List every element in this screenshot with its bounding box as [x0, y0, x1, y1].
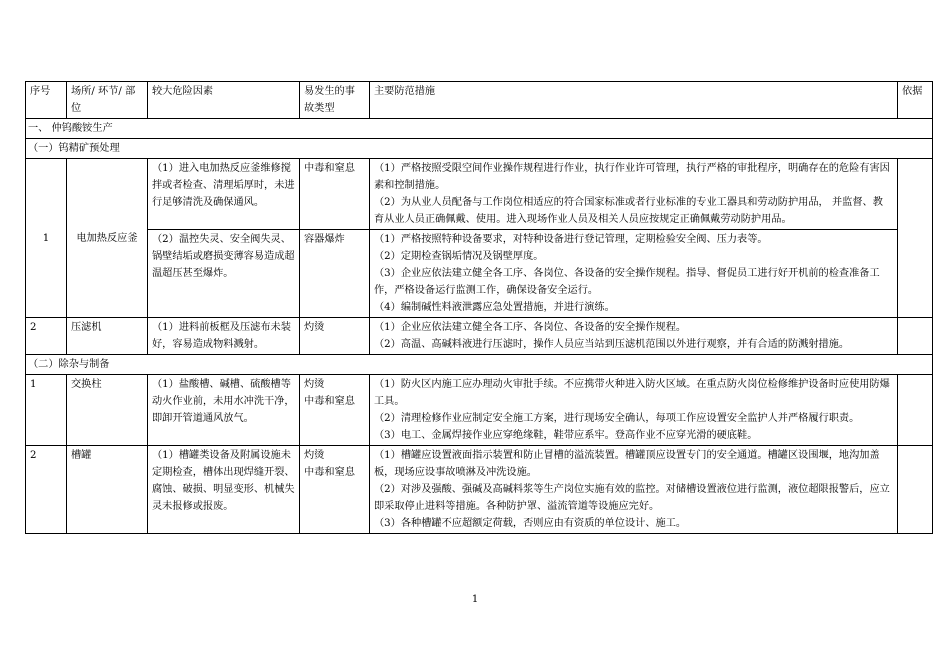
measure-item: （1）防火区内施工应办理动火审批手续。不应携带火种进入防火区域。在重点防火岗位检修维护设备时应使用防爆工具。	[374, 379, 890, 407]
header-hazard: 较大危险因素	[148, 82, 300, 119]
row-measures	[370, 446, 898, 534]
measure-item: （2）为从业人员配备与工作岗位相适应的符合国家标准或者行业标准的专业工器具和劳动防护用品， 并监督、教育从业人员正确佩戴、使用。进入现场作业人员及相关人员应按规定正确佩戴劳动防护用品。	[374, 197, 883, 225]
table-row	[26, 159, 933, 230]
measure-item: （3）各种槽罐不应超额定荷载，否则应由有资质的单位设计、施工。	[374, 518, 687, 529]
subsection-title: （一）钨精矿预处理	[26, 139, 933, 159]
row-basis	[898, 318, 933, 355]
row-index: 2	[26, 318, 67, 355]
measure-item: （1）严格按照特种设备要求，对特种设备进行登记管理，定期检验安全阀、压力表等。	[374, 234, 768, 245]
row-accident-type	[300, 375, 370, 446]
header-accident-type: 易发生的事故类型	[300, 82, 370, 119]
row-accident-type: 容器爆炸	[300, 230, 370, 318]
row-hazard: （1）盐酸槽、碱槽、硫酸槽等动火作业前，未用水冲洗干净，即卸开管道通风放气。	[148, 375, 300, 446]
row-location: 槽罐	[67, 446, 148, 534]
header-basis: 依据	[898, 82, 933, 119]
accident-type-item: 中毒和窒息	[304, 396, 355, 407]
measure-item: （1）企业应依法建立健全各工序、各岗位、各设备的安全操作规程。	[374, 322, 687, 333]
row-index: 2	[26, 446, 67, 534]
row-index: 1	[26, 375, 67, 446]
row-location: 交换柱	[67, 375, 148, 446]
row-accident-type: 中毒和窒息	[300, 159, 370, 230]
section-row	[26, 119, 933, 139]
accident-type-item: 灼烫	[304, 450, 325, 461]
accident-type-item: 灼烫	[304, 379, 325, 390]
subsection-row	[26, 139, 933, 159]
row-basis	[898, 375, 933, 446]
row-index: 1	[26, 159, 67, 318]
header-row	[26, 82, 933, 119]
row-location: 压滤机	[67, 318, 148, 355]
row-hazard: （1）进料前板框及压滤布未装好，容易造成物料溅射。	[148, 318, 300, 355]
accident-type-item: 中毒和窒息	[304, 467, 355, 478]
table-row	[26, 375, 933, 446]
row-measures	[370, 230, 898, 318]
row-hazard: （1）槽罐类设备及附属设施未定期检查，槽体出现焊缝开裂、腐蚀、破损、明显变形、机械失灵未报修或报废。	[148, 446, 300, 534]
measure-item: （2）清理检修作业应制定安全施工方案，进行现场安全确认，每项工作应设置安全监护人并严格履行职责。	[374, 413, 860, 424]
table-row	[26, 230, 933, 318]
page-number: 1	[471, 594, 479, 605]
row-measures	[370, 159, 898, 230]
measure-item: （3）企业应依法建立健全各工序、各岗位、各设备的安全操作规程。指导、督促员工进行好开机前的检查准备工作，严格设备运行监测工作，确保设备安全运行。	[374, 268, 880, 296]
row-location: 电加热反应釜	[67, 159, 148, 318]
row-hazard: （1）进入电加热反应釜维修搅拌或者检查、清理垢厚时，未进行足够清洗及确保通风。	[148, 159, 300, 230]
hazard-table	[25, 81, 933, 534]
measure-item: （3）电工、金属焊接作业应穿绝缘鞋，鞋带应系牢。登高作业不应穿光滑的硬底鞋。	[374, 430, 758, 441]
subsection-row	[26, 355, 933, 375]
header-index: 序号	[26, 82, 67, 119]
table-row	[26, 318, 933, 355]
measure-item: （1）严格按照受限空间作业操作规程进行作业，执行作业许可管理，执行严格的审批程序，明确存在的危险有害因素和控制措施。	[374, 163, 890, 191]
header-measures: 主要防范措施	[370, 82, 898, 119]
measure-item: （1）槽罐应设置液面指示装置和防止冒槽的溢流装置。槽罐顶应设置专门的安全通道。槽罐区设围堰，地沟加盖板，现场应设事故喷淋及冲洗设施。	[374, 450, 880, 478]
row-measures	[370, 318, 898, 355]
table-row	[26, 446, 933, 534]
subsection-title: （二）除杂与制备	[26, 355, 933, 375]
row-basis	[898, 159, 933, 318]
row-measures	[370, 375, 898, 446]
section-title: 一、 仲钨酸铵生产	[26, 119, 933, 139]
row-basis	[898, 446, 933, 534]
measure-item: （4）编制碱性料液泄露应急处置措施，并进行演练。	[374, 302, 615, 313]
header-location: 场所/ 环节/ 部位	[67, 82, 148, 119]
row-accident-type	[300, 446, 370, 534]
measure-item: （2）定期检查锅垢情况及锅壁厚度。	[374, 251, 544, 262]
measure-item: （2）对涉及强酸、强碱及高碱料浆等生产岗位实施有效的监控。对储槽设置液位进行监测，液位超限报警后，应立即采取停止进料等措施。各种防护罩、溢流管道等设施应完好。	[374, 484, 890, 512]
measure-item: （2）高温、高碱料液进行压滤时，操作人员应当站到压滤机范围以外进行观察，并有合适的防溅射措施。	[374, 339, 850, 350]
row-hazard: （2）温控失灵、安全阀失灵、锅壁结垢或磨损变薄容易造成超温超压甚至爆炸。	[148, 230, 300, 318]
row-accident-type: 灼烫	[300, 318, 370, 355]
